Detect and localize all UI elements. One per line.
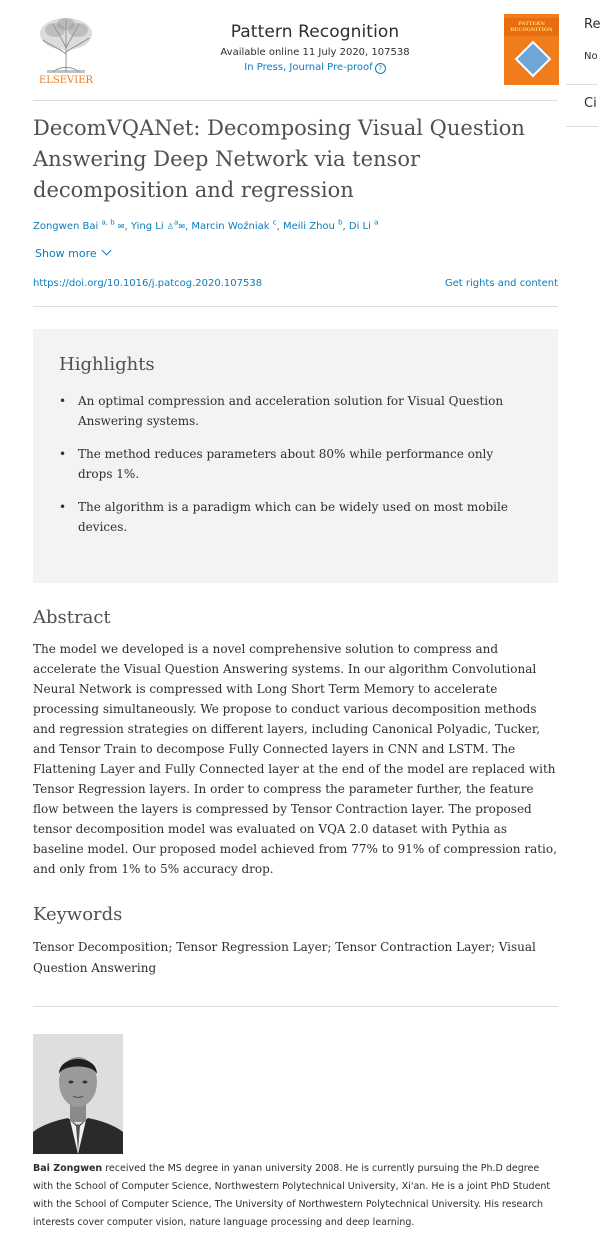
person-icon: ♙ [166,222,175,232]
highlight-item: • An optimal compression and acceleration solution for Visual Question Answering systems. [59,391,529,431]
meta-divider [33,306,558,307]
header-divider [33,100,558,101]
cover-title: PATTERN RECOGNITION [510,21,553,33]
article-title: DecomVQANet: Decomposing Visual Question Answering Deep Network via tensor decomposition and regression [33,116,525,202]
get-rights-link[interactable]: Get rights and content [444,278,558,289]
author-bio [33,1160,558,1232]
in-press-status[interactable] [190,62,440,74]
highlights-box [33,329,558,583]
email-icon: ✉ [178,222,186,232]
author-link[interactable]: Zongwen Bai $^{a, b}$ ✉ [33,219,125,233]
highlights-list [59,391,529,550]
in-press-label[interactable]: In Press, Journal Pre-proof [244,62,373,73]
side-divider [566,84,598,85]
journal-info [190,22,440,74]
keywords-text: Tensor Decomposition; Tensor Regression Layer; Tensor Contraction Layer; Visual Question Answering [33,940,536,975]
author-link[interactable]: Meili Zhou $^b$ [282,219,343,233]
email-icon: ✉ [117,222,125,232]
side-panel-heading-2[interactable]: Ci [584,96,597,111]
highlights-heading: Highlights [59,354,155,375]
abstract-text: The model we developed is a novel comprehensive solution to compress and accelerate the Visual Question Answering systems. In our algorithm Convolutional Neural Network is compressed with Long Short Term Memory to accelerate processing simultaneously. We propose to conduct various decomposition methods and regression strategies on different layers, including Canonical Polyadic, Tucker, and Tensor Train to decompose Fully Connected layers in CNN and LSTM. The Flattening Layer and Fully Connected layer at the end of the model are replaced with Tensor Regression layers. In order to compress the parameter further, the feature flow between the layers is compressed by Tensor Contraction layer. The proposed tensor decomposition model was evaluated on VQA 2.0 dataset with Pythia as baseline model. Our proposed model achieved from 77% to 91% of compression ratio, and only from 1% to 5% accuracy drop. [33,642,557,876]
abstract-heading: Abstract [33,607,111,628]
author-link[interactable]: Di Li $^a$ [348,219,379,233]
journal-cover-image[interactable] [504,14,559,85]
bio-text: received the MS degree in yanan university 2008. He is currently pursuing the Ph.D degree with the School of Computer Science, Northwestern Polytechnical University, Xi'an. He is a joint PhD Student with the School of Computer Science, The University of Northwestern Polytechnical University. His research interests cover computer vision, nature language processing and deep learning. [33,1163,551,1228]
chevron-down-icon [101,246,111,256]
journal-name[interactable]: Pattern Recognition [230,22,400,42]
cover-emblem-icon [515,41,552,78]
highlight-item: • The algorithm is a paradigm which can be widely used on most mobile devices. [59,497,529,537]
author-link[interactable]: Marcin Woźniak $^c$ [191,219,277,233]
keywords-heading: Keywords [33,904,123,925]
side-panel-text: No [584,51,598,62]
author-list: Zongwen Bai $^{a, b}$ ✉, Ying Li ♙$^a$✉, Marcin Woźniak $^c$, Meili Zhou $^b$, Di Li $^a$ [33,219,379,233]
doi-link[interactable]: https://doi.org/10.1016/j.patcog.2020.107538 [33,278,263,289]
author-link[interactable]: Ying Li ♙$^a$✉ [130,219,186,233]
available-online-date: Available online 11 July 2020, 107538 [220,47,410,58]
elsevier-logo[interactable] [33,14,99,86]
show-more-button[interactable]: Show more [35,247,110,260]
highlight-item: • The method reduces parameters about 80% while performance only drops 1%. [59,444,529,484]
help-icon[interactable]: ? [375,63,386,74]
author-photo [33,1034,123,1154]
bio-author-name: Bai Zongwen [33,1163,103,1174]
side-panel-heading[interactable]: Re [584,17,600,32]
side-divider-2 [566,126,598,127]
keywords-divider [33,1006,558,1007]
publisher-wordmark: ELSEVIER [38,75,94,86]
